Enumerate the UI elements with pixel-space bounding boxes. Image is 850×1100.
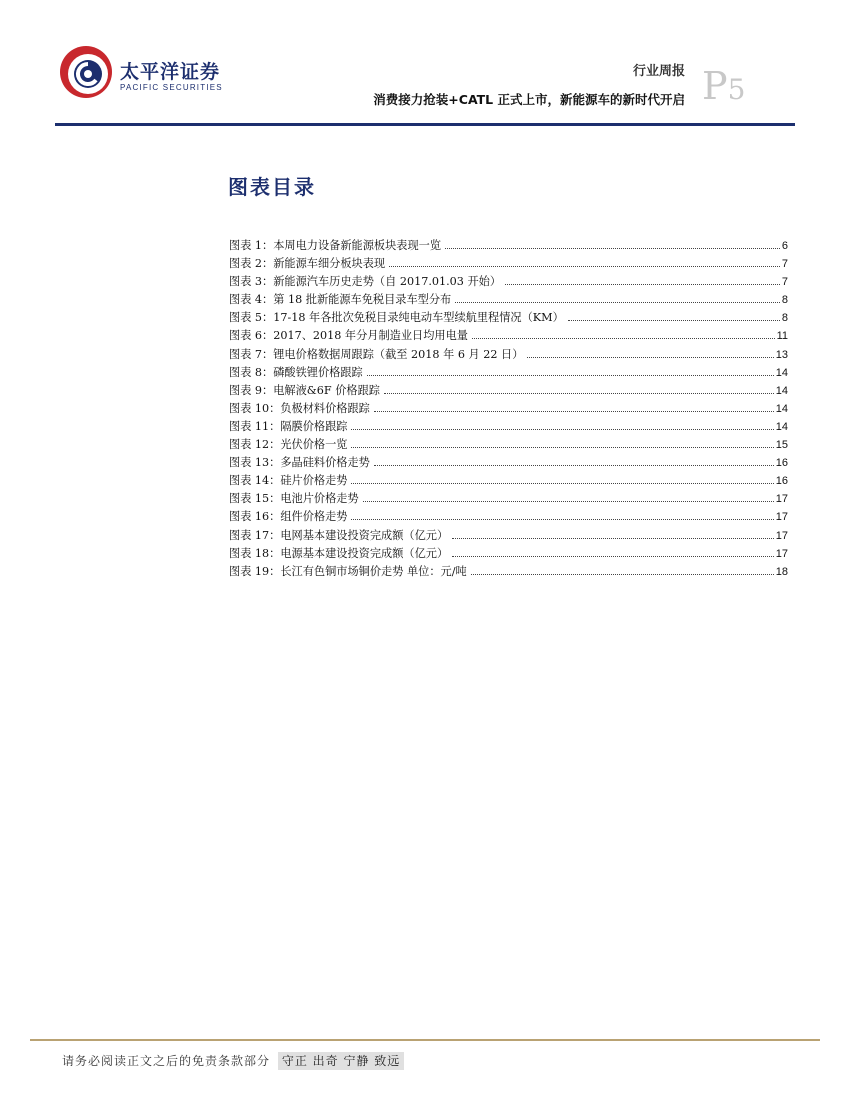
toc-entry-page[interactable]: 8: [781, 312, 788, 325]
toc-leader-dots: [445, 248, 780, 249]
toc-entry[interactable]: [229, 273, 788, 291]
toc-entry-page[interactable]: 14: [775, 366, 788, 379]
footer-motto: 守正 出奇 宁静 致远: [278, 1052, 404, 1070]
toc-entry[interactable]: [229, 346, 788, 364]
toc-entry[interactable]: [229, 382, 788, 400]
toc-leader-dots: [351, 429, 773, 430]
toc-entry-page[interactable]: 15: [775, 439, 788, 452]
toc-title: 图表目录: [228, 175, 316, 199]
toc-entry[interactable]: [229, 508, 788, 526]
toc-entry-label[interactable]: 图表 18：电源基本建设投资完成额（亿元）: [229, 546, 449, 560]
toc-entry-label[interactable]: 图表 12：光伏价格一览: [229, 438, 348, 452]
toc-entry[interactable]: [229, 309, 788, 327]
header-divider: [55, 123, 795, 126]
toc-entry-label[interactable]: 图表 10：负极材料价格跟踪: [229, 401, 370, 415]
footer: [62, 1052, 404, 1069]
toc-entry[interactable]: [229, 291, 788, 309]
toc-leader-dots: [505, 284, 780, 285]
toc-entry-page[interactable]: 17: [775, 547, 788, 560]
toc-entry-label[interactable]: 图表 7：锂电价格数据周跟踪（截至 2018 年 6 月 22 日）: [229, 347, 524, 361]
toc-entry[interactable]: [229, 436, 788, 454]
toc-entry-label[interactable]: 图表 17：电网基本建设投资完成额（亿元）: [229, 528, 449, 542]
toc-leader-dots: [527, 357, 773, 358]
toc-entry-label[interactable]: 图表 11：隔膜价格跟踪: [229, 419, 348, 433]
toc-entry[interactable]: [229, 563, 788, 581]
toc-leader-dots: [374, 465, 774, 466]
toc-entry-page[interactable]: 18: [775, 565, 788, 578]
toc-entry[interactable]: [229, 364, 788, 382]
toc-leader-dots: [367, 375, 774, 376]
logo-chinese-name: 太平洋证券: [120, 61, 221, 83]
toc-leader-dots: [384, 393, 774, 394]
toc-entry-label[interactable]: 图表 1：本周电力设备新能源板块表现一览: [229, 239, 442, 252]
toc-entry[interactable]: [229, 237, 788, 255]
toc-leader-dots: [363, 501, 774, 502]
toc-entry-label[interactable]: 图表 14：硅片价格走势: [229, 474, 348, 488]
toc-entry-label[interactable]: 图表 9：电解液&6F 价格跟踪: [229, 383, 380, 397]
toc-list: [229, 237, 788, 581]
toc-entry-page[interactable]: 6: [781, 240, 788, 252]
toc-entry-page[interactable]: 17: [775, 511, 788, 524]
toc-leader-dots: [351, 519, 773, 520]
page-number: [702, 66, 745, 110]
toc-entry-page[interactable]: 17: [775, 529, 788, 542]
company-logo-icon: [58, 44, 114, 100]
toc-entry-label[interactable]: 图表 16：组件价格走势: [229, 510, 348, 524]
toc-entry-page[interactable]: 14: [775, 384, 788, 397]
toc-entry-label[interactable]: 图表 13：多晶硅料价格走势: [229, 456, 370, 470]
toc-leader-dots: [351, 483, 773, 484]
toc-entry-label[interactable]: 图表 5：17-18 年各批次免税目录纯电动车型续航里程情况（KM）: [229, 311, 564, 325]
company-logo-text: [120, 62, 223, 92]
toc-entry-page[interactable]: 7: [781, 258, 788, 271]
toc-entry[interactable]: [229, 472, 788, 490]
toc-leader-dots: [452, 538, 774, 539]
page-number-digit: 5: [727, 73, 746, 106]
toc-entry-page[interactable]: 8: [781, 294, 788, 307]
toc-leader-dots: [455, 302, 780, 303]
logo-english-name: PACIFIC SECURITIES: [120, 83, 223, 92]
toc-entry-label[interactable]: 图表 6：2017、2018 年分月制造业日均用电量: [229, 329, 468, 343]
toc-entry[interactable]: [229, 400, 788, 418]
report-subtitle: 消费接力抢装+CATL 正式上市，新能源车的新时代开启: [373, 92, 685, 107]
toc-entry-label[interactable]: 图表 2：新能源车细分板块表现: [229, 257, 386, 271]
toc-entry-label[interactable]: 图表 3：新能源汽车历史走势（自 2017.01.03 开始）: [229, 275, 502, 289]
toc-leader-dots: [389, 266, 780, 267]
toc-entry-page[interactable]: 13: [775, 348, 788, 361]
toc-entry-label[interactable]: 图表 4：第 18 批新能源车免税目录车型分布: [229, 293, 452, 307]
toc-leader-dots: [568, 320, 780, 321]
toc-leader-dots: [374, 411, 774, 412]
report-type-label: 行业周报: [632, 64, 685, 79]
toc-entry[interactable]: [229, 527, 788, 545]
toc-entry[interactable]: [229, 545, 788, 563]
toc-entry-page[interactable]: 16: [775, 475, 788, 488]
toc-entry-label[interactable]: 图表 19：长江有色铜市场铜价走势 单位：元/吨: [229, 564, 467, 578]
page-number-letter: P: [702, 64, 728, 108]
toc-entry-page[interactable]: 14: [775, 420, 788, 433]
toc-entry-page[interactable]: 14: [775, 402, 788, 415]
toc-entry[interactable]: [229, 327, 788, 345]
toc-entry-page[interactable]: 17: [775, 493, 788, 506]
toc-entry[interactable]: [229, 490, 788, 508]
footer-divider: [30, 1039, 820, 1041]
toc-entry[interactable]: [229, 454, 788, 472]
toc-entry[interactable]: [229, 418, 788, 436]
toc-entry-page[interactable]: 7: [781, 276, 788, 289]
toc-entry-label[interactable]: 图表 8：磷酸铁锂价格跟踪: [229, 365, 363, 379]
toc-entry-label[interactable]: 图表 15：电池片价格走势: [229, 492, 359, 506]
toc-leader-dots: [472, 338, 775, 339]
toc-entry-page[interactable]: 16: [775, 457, 788, 470]
toc-leader-dots: [471, 574, 774, 575]
toc-entry-page[interactable]: 11: [776, 330, 788, 343]
toc-leader-dots: [452, 556, 774, 557]
toc-entry[interactable]: [229, 255, 788, 273]
toc-leader-dots: [351, 447, 773, 448]
footer-disclaimer: 请务必阅读正文之后的免责条款部分: [62, 1054, 271, 1068]
